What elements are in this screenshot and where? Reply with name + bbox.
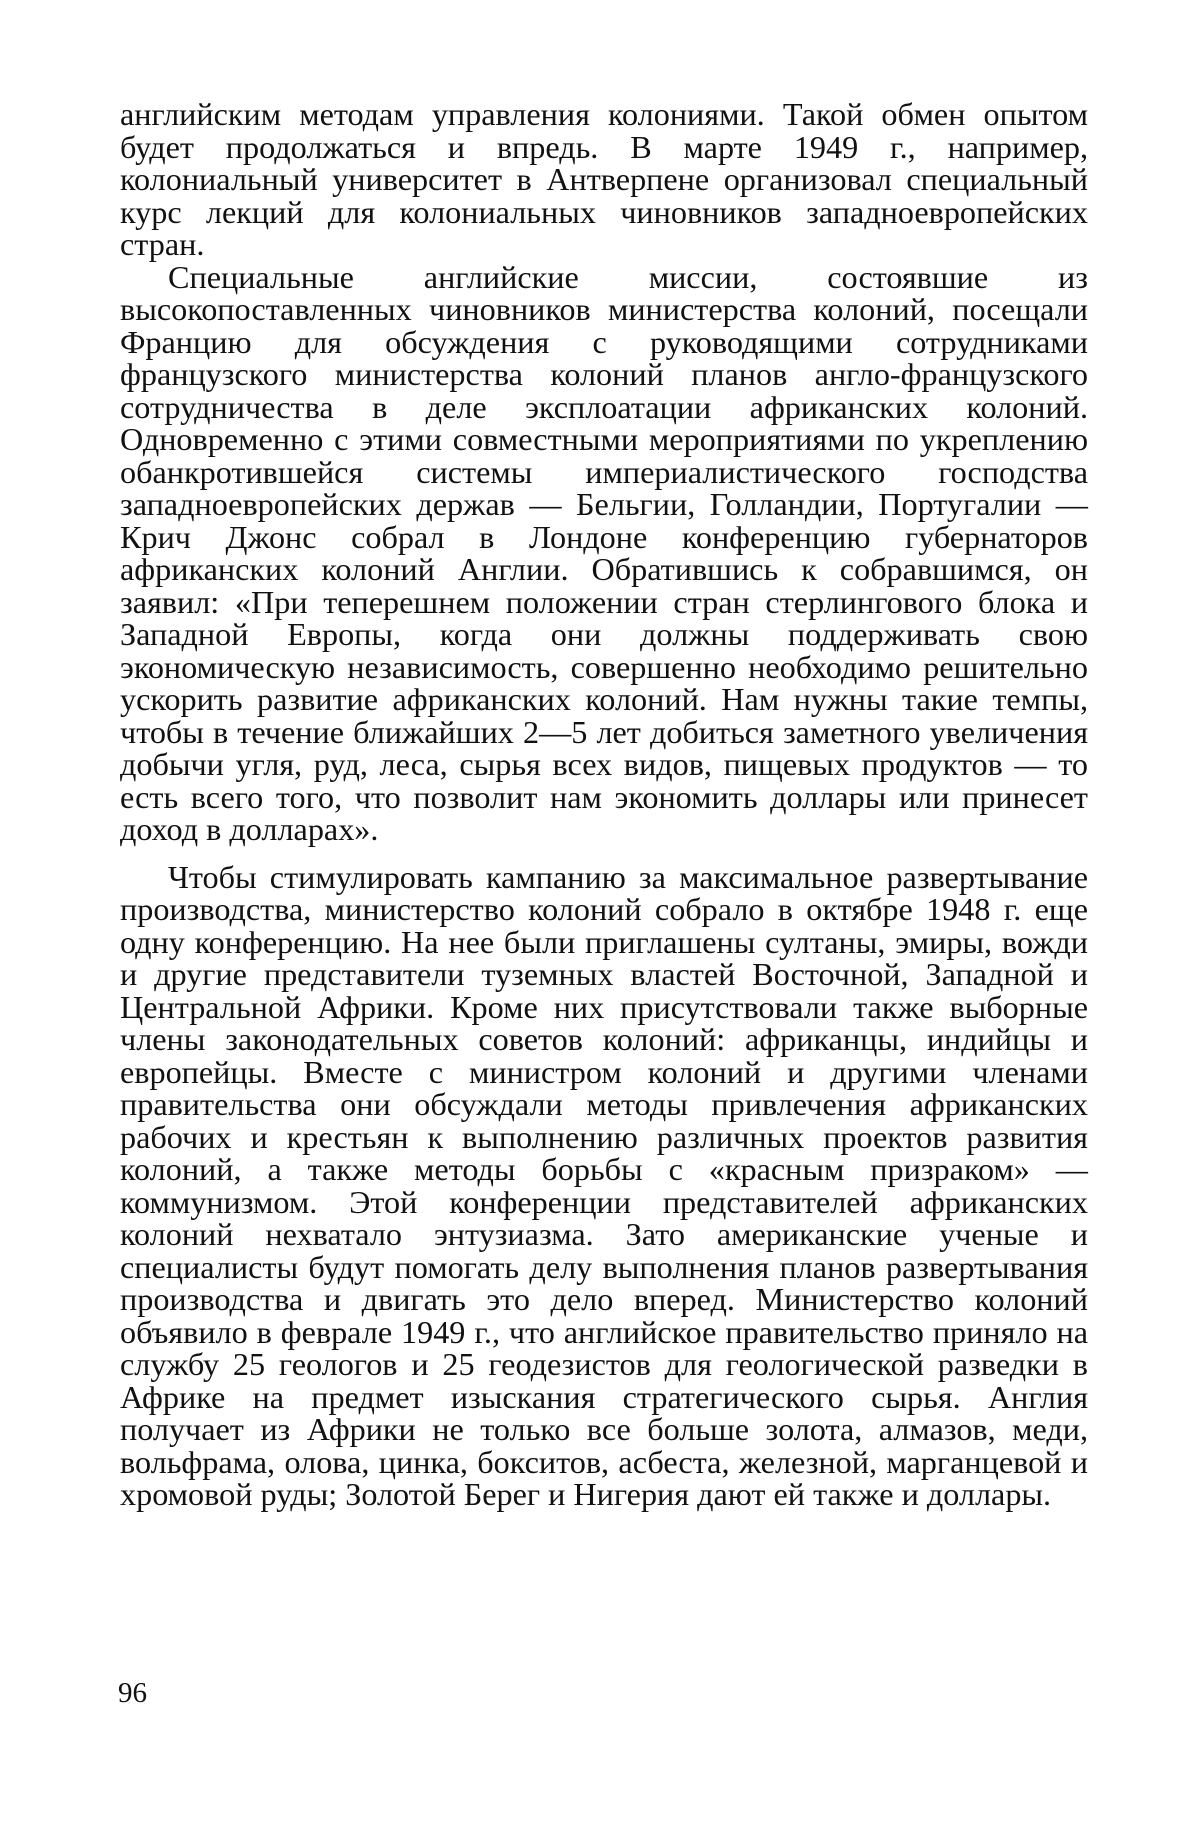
body-text	[120, 98, 1088, 1511]
paragraph-3: Чтобы стимулировать кампанию за максимальное развертывание производства, министерство колоний собрало в октябре 1948 г. еще одну конференцию. На нее были приглашены султаны, эмиры, вожди и другие представители туземных властей Восточной, Западной и Центральной Африки. Кроме них присутствовали также выборные члены законодательных советов колоний: африканцы, индийцы и европейцы. Вместе с министром колоний и другими членами правительства они обсуждали методы привлечения африканских рабочих и крестьян к выполнению различных проектов развития колоний, а также методы борьбы с «красным призраком» — коммунизмом. Этой конференции представителей африканских колоний нехватало энтузиазма. Зато американские ученые и специалисты будут помогать делу выполнения планов развертывания производства и двигать это дело вперед. Министерство колоний объявило в феврале 1949 г., что английское правительство приняло на службу 25 геологов и 25 геодезистов для геологической разведки в Африке на предмет изыскания стратегического сырья. Англия получает из Африки не только все больше золота, алмазов, меди, вольфрама, олова, цинка, бокситов, асбеста, железной, марганцевой и хромовой руды; Золотой Берег и Нигерия дают ей также и доллары.	[120, 858, 1088, 1512]
page-number: 96	[118, 1677, 147, 1709]
paragraph-1: английским методам управления колониями. Такой обмен опытом будет продолжаться и впредь. В марте 1949 г., например, колониальный университет в Антверпене организовал специальный курс лекций для колониальных чиновников западноевропейских стран.	[120, 96, 1088, 262]
paragraph-2: Специальные английские миссии, состоявшие из высокопоставленных чиновников министерства колоний, посещали Францию для обсуждения с руководящими сотрудниками французского министерства колоний планов англо-французского сотрудничества в деле эксплоатации африканских колоний. Одновременно с этими совместными мероприятиями по укреплению обанкротившейся системы империалистического господства западноевропейских держав — Бельгии, Голландии, Португалии — Крич Джонс собрал в Лондоне конференцию губернаторов африканских колоний Англии. Обратившись к собравшимся, он заявил: «При теперешнем положении стран стерлингового блока и Западной Европы, когда они должны поддерживать свою экономическую независимость, совершенно необходимо решительно ускорить развитие африканских колоний. Нам нужны такие темпы, чтобы в течение ближайших 2—5 лет добиться заметного увеличения добычи угля, руд, леса, сырья всех видов, пищевых продуктов — то есть всего того, что позволит нам экономить доллары или принесет доход в долларах».	[120, 258, 1088, 847]
